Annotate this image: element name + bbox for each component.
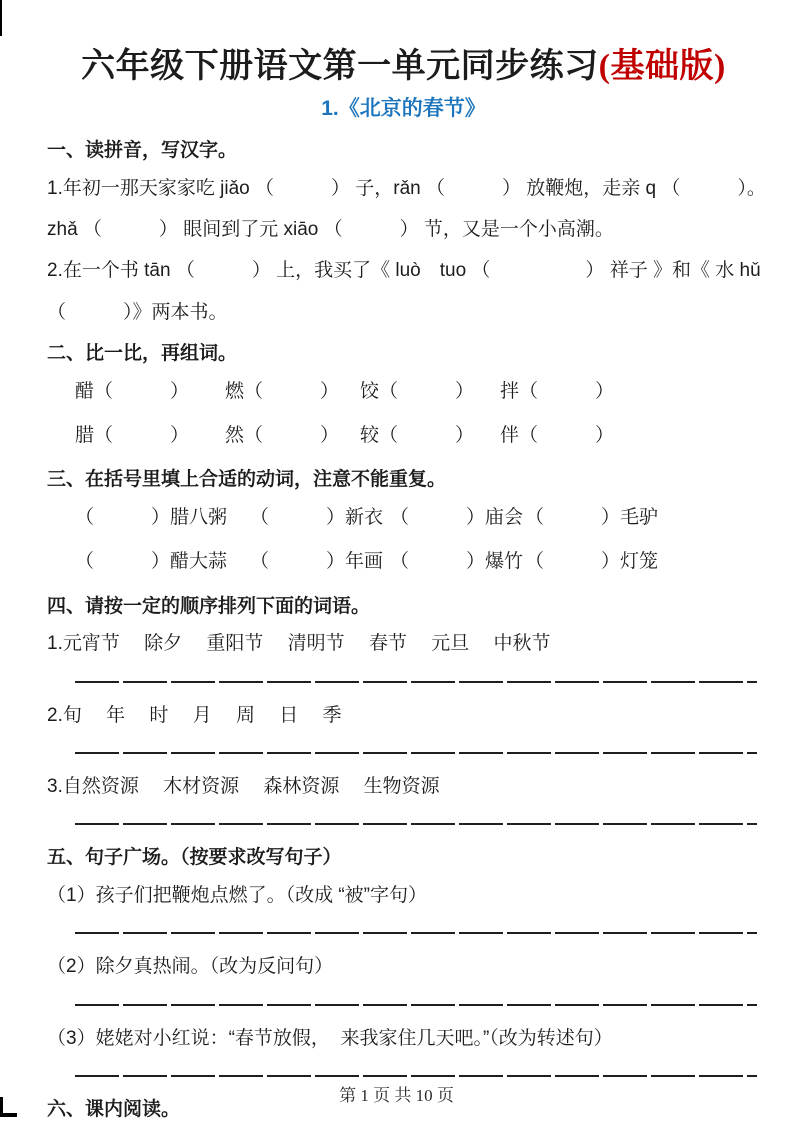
sentence-item-2: （2）除夕真热闹。（改为反问句） [47, 956, 334, 978]
verb-cell: （ ）毛驴 [525, 507, 659, 529]
section-ordering [47, 595, 760, 826]
section-sentences [47, 846, 760, 1077]
compare-cell: 燃（ ） [225, 380, 340, 402]
section-compare-words [47, 342, 760, 448]
answer-blank [75, 681, 757, 683]
page-number: 第 1 页 共 10 页 [339, 1086, 454, 1105]
verb-cell: （ ）灯笼 [525, 551, 659, 573]
lesson-subtitle: 1.《北京的春节》 [321, 96, 486, 120]
compare-row-2 [75, 424, 760, 448]
verb-cell: （ ）醋大蒜 [75, 551, 228, 573]
sentence-item-1: （1）孩子们把鞭炮点燃了。（改成 “被”字句） [47, 885, 428, 907]
section-reading-heading: 六、课内阅读。 [47, 1098, 181, 1120]
section-compare-heading: 二、比一比，再组词。 [47, 343, 238, 365]
page-title-main: 六年级下册语文第一单元同步练习 [81, 47, 599, 85]
scan-artifact-bottom-left-horizontal [0, 1113, 17, 1117]
answer-blank [75, 823, 757, 825]
compare-cell: 腊（ ） [75, 425, 190, 447]
section-verbs [47, 468, 760, 574]
compare-cell: 拌（ ） [500, 380, 615, 402]
verb-cell: （ ）新衣 [250, 507, 384, 529]
answer-blank [75, 752, 757, 754]
pinyin-line-2: zhǎ （ ） 眼间到了元 xiāo （ ） 节，又是一个小高潮。 [47, 219, 614, 241]
section-sentences-heading: 五、句子广场。（按要求改写句子） [47, 847, 342, 869]
verb-cell: （ ）庙会 [390, 507, 524, 529]
section-verbs-heading: 三、在括号里填上合适的动词，注意不能重复。 [47, 469, 447, 491]
verb-cell: （ ）年画 [250, 551, 384, 573]
compare-row-1 [75, 380, 760, 404]
answer-blank [75, 932, 757, 934]
pinyin-line-4: （ ）》两本书。 [47, 301, 228, 323]
sentence-item-3: （3）姥姥对小红说：“春节放假， 来我家住几天吧。”（改为转述句） [47, 1027, 613, 1049]
ordering-item-1: 1.元宵节 除夕 重阳节 清明节 春节 元旦 中秋节 [47, 633, 551, 655]
pinyin-line-3: 2.在一个书 tān （ ） 上，我买了《 luò tuo （ ） 祥子 》和《 水 hǔ [47, 260, 761, 282]
pinyin-line-1: 1.年初一那天家家吃 jiǎo （ ） 子，rǎn （ ） 放鞭炮，走亲 q （ ）。 [47, 177, 766, 199]
scan-artifact-top-left [0, 0, 2, 36]
compare-cell: 然（ ） [225, 425, 340, 447]
answer-blank [75, 1004, 757, 1006]
verbs-row-1 [75, 506, 760, 530]
answer-blank [75, 1075, 757, 1077]
ordering-item-2: 2.旬 年 时 月 周 日 季 [47, 704, 342, 726]
verbs-row-2 [75, 550, 760, 574]
section-pinyin-heading: 一、读拼音，写汉字。 [47, 140, 238, 162]
compare-cell: 较（ ） [360, 425, 475, 447]
verb-cell: （ ）爆竹 [390, 551, 524, 573]
page-title [47, 44, 760, 90]
compare-cell: 伴（ ） [500, 425, 615, 447]
compare-cell: 饺（ ） [360, 380, 475, 402]
page-title-edition: (基础版) [598, 48, 726, 85]
compare-cell: 醋（ ） [75, 380, 190, 402]
section-pinyin [47, 139, 766, 325]
verb-cell: （ ）腊八粥 [75, 507, 228, 529]
ordering-item-3: 3.自然资源 木材资源 森林资源 生物资源 [47, 776, 440, 798]
section-ordering-heading: 四、请按一定的顺序排列下面的词语。 [47, 595, 371, 617]
